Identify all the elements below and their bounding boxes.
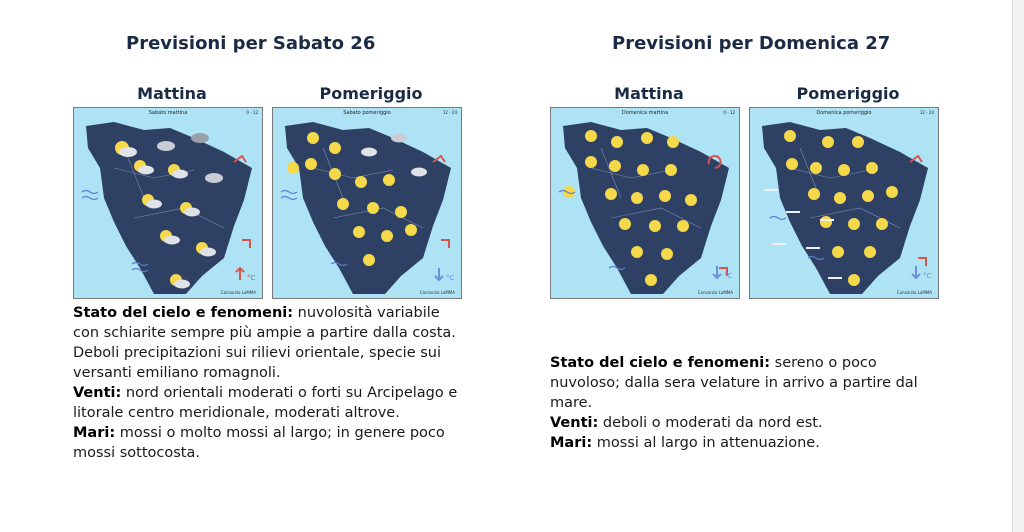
cloud-icon — [160, 230, 180, 245]
sun-icon — [381, 230, 393, 242]
cloud-icon — [168, 164, 188, 179]
sun-icon — [355, 176, 367, 188]
sunday-morning-map — [550, 107, 740, 299]
map-time: 12 - 24 — [442, 110, 457, 115]
saturday-afternoon-label: Pomeriggio — [319, 84, 423, 103]
svg-text:°C: °C — [247, 274, 256, 282]
sun-icon — [685, 194, 697, 206]
winds-label: Venti: — [550, 415, 599, 431]
sun-icon — [645, 274, 657, 286]
page-edge — [1012, 0, 1024, 532]
sun-icon — [848, 218, 860, 230]
map-credit: Consorzio LaMMA — [220, 290, 256, 295]
sun-icon — [611, 136, 623, 148]
wind-arrow-icon — [234, 156, 250, 248]
cloud-icon — [157, 141, 175, 151]
saturday-morning-label: Mattina — [137, 84, 207, 103]
sunday-morning-label: Mattina — [614, 84, 684, 103]
sun-icon — [832, 246, 844, 258]
sun-icon — [405, 224, 417, 236]
sun-icon — [329, 142, 341, 154]
temperature-down-icon — [435, 268, 455, 282]
sunday-title: Previsioni per Domenica 27 — [612, 33, 891, 54]
waves-icon — [281, 191, 347, 266]
seas-text: mossi o molto mossi al largo; in genere poco mossi sottocosta. — [73, 425, 445, 461]
saturday-title: Previsioni per Sabato 26 — [126, 33, 376, 54]
sun-icon — [808, 188, 820, 200]
sky-paragraph — [550, 353, 925, 413]
sunday-afternoon-label: Pomeriggio — [796, 84, 900, 103]
winds-text: deboli o moderati da nord est. — [598, 415, 823, 431]
sky-paragraph — [73, 303, 468, 383]
sun-icon — [886, 186, 898, 198]
seas-label: Mari: — [73, 425, 116, 441]
seas-paragraph — [73, 423, 468, 463]
sun-icon — [305, 158, 317, 170]
cloud-icon — [205, 173, 223, 183]
wind-arrow-icon — [433, 156, 449, 248]
cloud-icon — [361, 148, 377, 157]
cloud-icon — [134, 160, 154, 175]
cloud-icon — [196, 242, 216, 257]
sun-icon — [641, 132, 653, 144]
sun-icon — [876, 218, 888, 230]
sun-icon — [363, 254, 375, 266]
map-credit: Consorzio LaMMA — [419, 290, 455, 295]
wind-arrow-icon — [910, 156, 926, 266]
sun-icon — [605, 188, 617, 200]
sun-icon — [659, 190, 671, 202]
map-time: 12 - 24 — [919, 110, 934, 115]
sky-text: nuvolosità variabile con schiarite sempre più ampie a partire dalla costa. Deboli precipitazioni sui rilievi orientale, specie sui versanti emiliano romagnoli. — [73, 305, 456, 381]
saturday-description — [73, 303, 468, 463]
wind-arrow-icon — [709, 156, 727, 276]
map-caption: Domenica mattina — [621, 110, 669, 116]
sun-icon — [852, 136, 864, 148]
sun-icon — [353, 226, 365, 238]
sky-label: Stato del cielo e fenomeni: — [550, 355, 771, 371]
cloud-icon — [170, 274, 190, 289]
seas-paragraph — [550, 433, 925, 453]
saturday-morning-map — [73, 107, 263, 299]
sun-icon — [631, 246, 643, 258]
waves-icon — [82, 191, 148, 272]
sunday-description — [550, 353, 925, 453]
svg-text:°C: °C — [724, 272, 733, 280]
map-credit: Consorzio LaMMA — [697, 290, 733, 295]
sun-icon — [395, 206, 407, 218]
sun-icon — [838, 164, 850, 176]
cloud-icon — [115, 141, 137, 157]
sun-icon — [585, 156, 597, 168]
sun-icon — [667, 136, 679, 148]
svg-text:°C: °C — [446, 274, 455, 282]
temperature-down-icon — [912, 266, 932, 280]
sunday-afternoon-map — [749, 107, 939, 299]
sun-icon — [563, 186, 575, 198]
map-credit: Consorzio LaMMA — [896, 290, 932, 295]
sun-icon — [810, 162, 822, 174]
sun-icon — [862, 190, 874, 202]
cloud-icon — [391, 134, 407, 143]
saturday-afternoon-map — [272, 107, 462, 299]
cloud-icon — [142, 194, 162, 209]
sun-icon — [383, 174, 395, 186]
sun-icon — [337, 198, 349, 210]
cloud-icon — [191, 133, 209, 143]
seas-text: mossi al largo in attenuazione. — [592, 435, 820, 451]
map-caption: Domenica pomeriggio — [816, 110, 872, 116]
sun-icon — [329, 168, 341, 180]
sun-icon — [834, 192, 846, 204]
cloud-icon — [411, 168, 427, 177]
map-caption: Sabato mattina — [148, 110, 188, 116]
winds-paragraph — [550, 413, 925, 433]
sun-icon — [864, 246, 876, 258]
sun-icon — [367, 202, 379, 214]
sun-icon — [822, 136, 834, 148]
cloud-icon — [180, 202, 200, 217]
waves-icon — [559, 191, 625, 270]
sky-label: Stato del cielo e fenomeni: — [73, 305, 294, 321]
map-caption: Sabato pomeriggio — [343, 110, 391, 116]
sun-icon — [585, 130, 597, 142]
sun-icon — [287, 162, 299, 174]
sun-icon — [649, 220, 661, 232]
seas-label: Mari: — [550, 435, 593, 451]
sun-icon — [661, 248, 673, 260]
sky-text: sereno o poco nuvoloso; dalla sera velature in arrivo a partire dal mare. — [550, 355, 918, 411]
sun-icon — [848, 274, 860, 286]
winds-label: Venti: — [73, 385, 122, 401]
sun-icon — [637, 164, 649, 176]
winds-paragraph — [73, 383, 468, 423]
sun-icon — [784, 130, 796, 142]
sun-icon — [866, 162, 878, 174]
sun-icon — [307, 132, 319, 144]
sun-icon — [619, 218, 631, 230]
sun-icon — [665, 164, 677, 176]
map-time: 0 - 12 — [246, 110, 258, 115]
map-time: 0 - 12 — [723, 110, 735, 115]
winds-text: nord orientali moderati o forti su Arcipelago e litorale centro meridionale, moderati altrove. — [73, 385, 458, 421]
sun-icon — [609, 160, 621, 172]
sun-icon — [631, 192, 643, 204]
sun-icon — [786, 158, 798, 170]
sun-icon — [677, 220, 689, 232]
waves-icon — [770, 217, 824, 260]
temperature-up-icon — [236, 268, 256, 282]
svg-text:°C: °C — [923, 272, 932, 280]
sun-icon — [820, 216, 832, 228]
